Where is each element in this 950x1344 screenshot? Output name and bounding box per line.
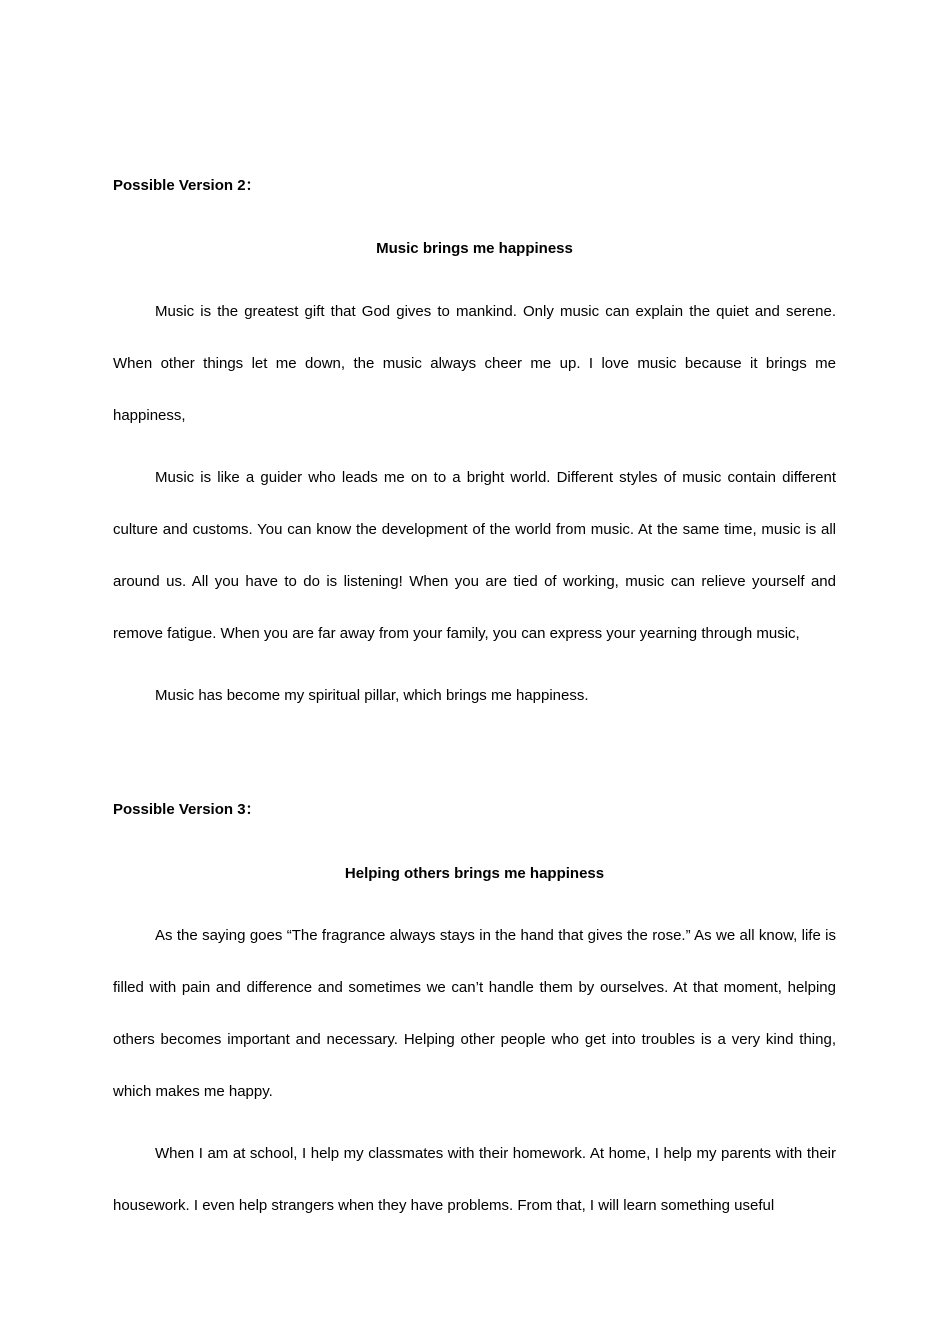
paragraph-music-3: Music has become my spiritual pillar, which brings me happiness. bbox=[155, 687, 589, 704]
essay-title-helping: Helping others brings me happiness bbox=[344, 865, 605, 882]
section-label-version-3: Possible Version 3： bbox=[113, 801, 261, 818]
essay-title-music: Music brings me happiness bbox=[376, 240, 573, 257]
paragraph-helping-2: When I am at school, I help my classmates with their homework. At home, I help my parents with their housework. I even help strangers when they have problems. From that, I will learn something useful bbox=[113, 1145, 836, 1214]
paragraph-helping-1: As the saying goes “The fragrance always stays in the hand that gives the rose.” As we all know, life is filled with pain and difference and sometimes we can’t handle them by ourselves. At that moment, helping others becomes important and necessary. Helping other people who get into troubles is a very kind thing, which makes me happy. bbox=[113, 927, 836, 1100]
paragraph-music-2: Music is like a guider who leads me on to a bright world. Different styles of music contain different culture and customs. You can know the development of the world from music. At the same time, music is all around us. All you have to do is listening! When you are tied of working, music can relieve yourself and remove fatigue. When you are far away from your family, you can express your yearning through music, bbox=[113, 469, 836, 642]
paragraph-music-1: Music is the greatest gift that God gives to mankind. Only music can explain the quiet and serene. When other things let me down, the music always cheer me up. I love music because it brings me happiness, bbox=[113, 303, 836, 424]
section-label-version-2: Possible Version 2： bbox=[113, 177, 261, 194]
